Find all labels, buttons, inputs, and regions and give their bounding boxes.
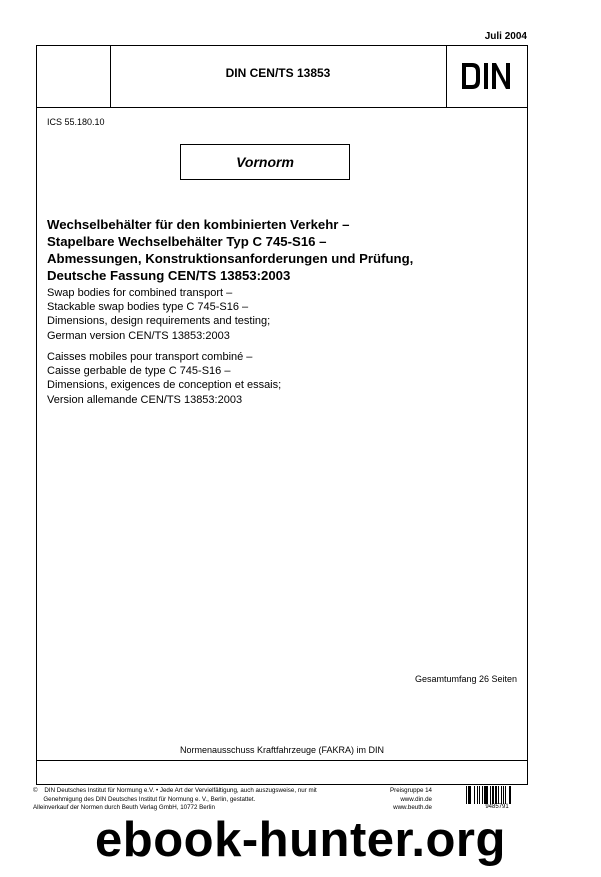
total-pages: Gesamtumfang 26 Seiten	[414, 674, 517, 684]
din-website[interactable]: www.din.de	[400, 795, 432, 803]
title-german-line: Abmessungen, Konstruktionsanforderungen und Prüfung,	[47, 251, 414, 266]
barcode	[466, 786, 528, 810]
publication-date: Juli 2004	[484, 31, 527, 42]
barcode-bars	[466, 786, 528, 804]
title-english-line: Swap bodies for combined transport –	[47, 287, 233, 299]
beuth-website[interactable]: www.beuth.de	[393, 804, 432, 811]
status-box: Vornorm	[180, 144, 350, 180]
copyright-line: Genehmigung des DIN Deutsches Institut für Normung e. V., Berlin, gestattet.	[33, 795, 256, 803]
title-english-line: German version CEN/TS 13853:2003	[47, 329, 230, 342]
header-divider-line	[37, 107, 527, 108]
ics-code: ICS 55.180.10	[47, 117, 105, 127]
title-french-line: Caisse gerbable de type C 745-S16 –	[47, 365, 231, 378]
copyright-line: Alleinverkauf der Normen durch Beuth Verlag GmbH, 10772 Berlin	[33, 804, 215, 811]
barcode-number: 9485791	[485, 804, 509, 810]
page-frame	[36, 45, 528, 785]
title-german-line: Wechselbehälter für den kombinierten Verkehr –	[47, 217, 350, 232]
din-logo	[449, 52, 523, 100]
title-french-line: Version allemande CEN/TS 13853:2003	[47, 393, 243, 406]
din-logo-icon	[460, 61, 512, 91]
barcode-bar	[511, 786, 512, 804]
standard-number: DIN CEN/TS 13853	[225, 66, 331, 80]
title-english-line: Stackable swap bodies type C 745-S16 –	[47, 301, 249, 314]
title-french	[47, 350, 517, 407]
title-german-line: Stapelbare Wechselbehälter Typ C 745-S16 –	[47, 234, 327, 249]
footer-divider-line	[37, 760, 527, 761]
copyright-notice	[33, 787, 373, 813]
price-group: Preisgruppe 14	[390, 787, 432, 794]
title-german-line: Deutsche Fassung CEN/TS 13853:2003	[47, 268, 291, 283]
header-divider-right	[446, 46, 447, 107]
title-german	[47, 216, 517, 284]
price-info	[370, 787, 432, 813]
committee-name: Normenausschuss Kraftfahrzeuge (FAKRA) im DIN	[179, 745, 385, 755]
watermark: ebook-hunter.org	[95, 813, 506, 867]
title-french-line: Dimensions, exigences de conception et essais;	[47, 379, 282, 392]
title-french-line: Caisses mobiles pour transport combiné –	[47, 351, 253, 363]
title-english	[47, 286, 517, 343]
copyright-line: © DIN Deutsches Institut für Normung e.V. • Jede Art der Vervielfältigung, auch auszugsweise, nur mit	[33, 787, 317, 794]
title-english-line: Dimensions, design requirements and testing;	[47, 315, 271, 328]
